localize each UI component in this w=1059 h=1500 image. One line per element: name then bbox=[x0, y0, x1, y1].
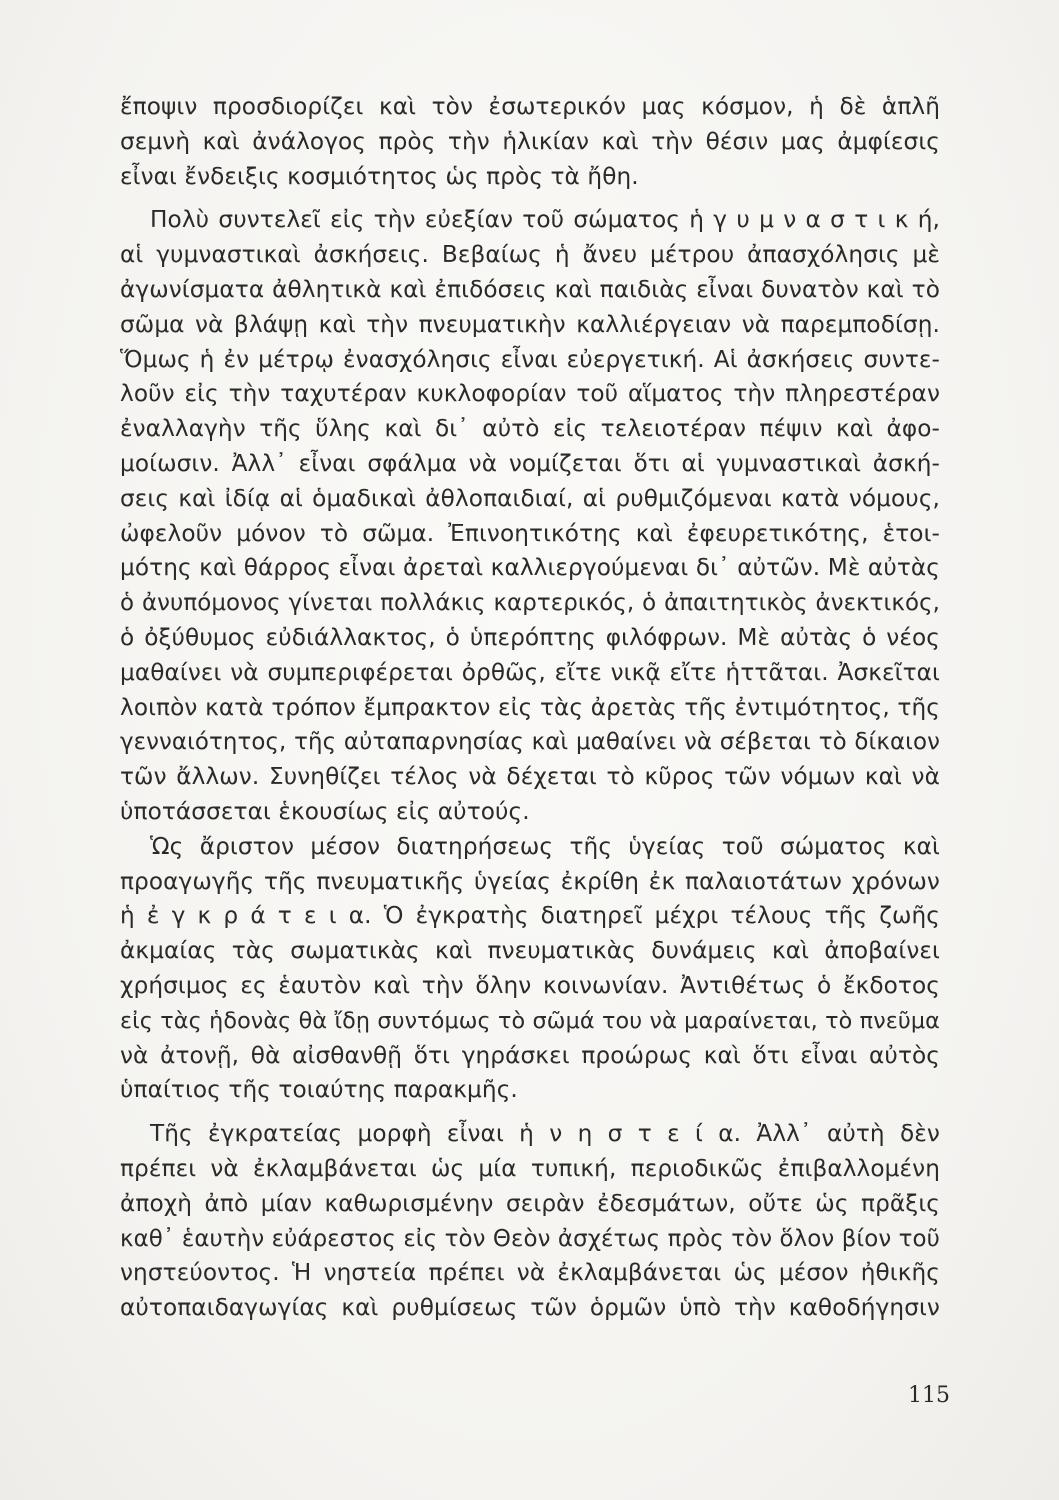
text-line: ἀγωνίσματα ἀθλητικὰ καὶ ἐπιδόσεις καὶ παιδιὰς εἶναι δυνατὸν καὶ τὸ bbox=[120, 275, 940, 303]
text-line: εἰς τὰς ἡδονὰς θὰ ἴδῃ συντόμως τὸ σῶμά του νὰ μαραίνεται, τὸ πνεῦμα bbox=[120, 1007, 940, 1034]
paragraph-start-line: Πολὺ συντελεῖ εἰς τὴν εὐεξίαν τοῦ σώματος ἡ γ υ μ ν α σ τ ι κ ή, bbox=[150, 206, 940, 234]
text-line: εἶναι ἔνδειξις κοσμιότητος ὡς πρὸς τὰ ἤθη. bbox=[120, 162, 639, 190]
text-line: Ὅμως ἡ ἐν μέτρῳ ἐνασχόλησις εἶναι εὐεργετική. Αἱ ἀσκήσεις συντε- bbox=[120, 345, 940, 373]
text-line: ἡ ἐ γ κ ρ ά τ ε ι α. Ὁ ἐγκρατὴς διατηρεῖ μέχρι τέλους τῆς ζωῆς bbox=[120, 902, 940, 930]
text-line: μαθαίνει νὰ συμπεριφέρεται ὀρθῶς, εἴτε νικᾷ εἴτε ἡττᾶται. Ἀσκεῖται bbox=[120, 658, 940, 686]
text-line: ἐναλλαγὴν τῆς ὕλης καὶ δι᾽ αὐτὸ εἰς τελειοτέραν πέψιν καὶ ἀφο- bbox=[120, 415, 940, 443]
text-line: ὁ ὀξύθυμος εὐδιάλλακτος, ὁ ὑπερόπτης φιλόφρων. Μὲ αὐτὰς ὁ νέος bbox=[120, 623, 940, 651]
text-line: σῶμα νὰ βλάψῃ καὶ τὴν πνευματικὴν καλλιέργειαν νὰ παρεμποδίσῃ. bbox=[120, 310, 940, 338]
text-line: πρέπει νὰ ἐκλαμβάνεται ὡς μία τυπική, περιοδικῶς ἐπιβαλλομένη bbox=[120, 1154, 940, 1182]
text-line: νηστεύοντος. Ἡ νηστεία πρέπει νὰ ἐκλαμβάνεται ὡς μέσον ἠθικῆς bbox=[120, 1259, 940, 1287]
text-line: ἀκμαίας τὰς σωματικὰς καὶ πνευματικὰς δυνάμεις καὶ ἀποβαίνει bbox=[120, 937, 940, 965]
paragraph-start-line: Τῆς ἐγκρατείας μορφὴ εἶναι ἡ ν η σ τ ε ί α. Ἀλλ᾽ αὐτὴ δὲν bbox=[150, 1120, 940, 1148]
paragraph-start-line: Ὡς ἄριστον μέσον διατηρήσεως τῆς ὑγείας τοῦ σώματος καὶ bbox=[150, 832, 940, 860]
text-line: ἀποχὴ ἀπὸ μίαν καθωρισμένην σειρὰν ἐδεσμάτων, οὔτε ὡς πρᾶξις bbox=[120, 1189, 940, 1217]
text-line: μότης καὶ θάρρος εἶναι ἀρεταὶ καλλιεργούμεναι δι᾽ αὐτῶν. Μὲ αὐτὰς bbox=[120, 554, 940, 582]
text-line: ἔποψιν προσδιορίζει καὶ τὸν ἐσωτερικόν μας κόσμον, ἡ δὲ ἁπλῆ bbox=[120, 93, 940, 120]
text-line: ὑπαίτιος τῆς τοιαύτης παρακμῆς. bbox=[120, 1076, 518, 1104]
text-line: ὑποτάσσεται ἑκουσίως εἰς αὐτούς. bbox=[120, 797, 530, 825]
text-line: λοιπὸν κατὰ τρόπον ἔμπρακτον εἰς τὰς ἀρετὰς τῆς ἐντιμότητος, τῆς bbox=[120, 693, 940, 721]
page-number: 115 bbox=[908, 1383, 950, 1408]
text-line: σεμνὴ καὶ ἀνάλογος πρὸς τὴν ἡλικίαν καὶ τὴν θέσιν μας ἀμφίεσις bbox=[120, 127, 940, 155]
text-line: σεις καὶ ἰδίᾳ αἱ ὁμαδικαὶ ἀθλοπαιδιαί, αἱ ρυθμιζόμεναι κατὰ νόμους, bbox=[120, 484, 940, 512]
text-line: τῶν ἄλλων. Συνηθίζει τέλος νὰ δέχεται τὸ κῦρος τῶν νόμων καὶ νὰ bbox=[120, 763, 940, 791]
text-line: χρήσιμος ες ἑαυτὸν καὶ τὴν ὅλην κοινωνίαν. Ἀντιθέτως ὁ ἔκδοτος bbox=[120, 971, 940, 999]
text-line: αὐτοπαιδαγωγίας καὶ ρυθμίσεως τῶν ὁρμῶν ὑπὸ τὴν καθοδήγησιν bbox=[120, 1294, 940, 1322]
text-line: ὁ ἀνυπόμονος γίνεται πολλάκις καρτερικός, ὁ ἀπαιτητικὸς ἀνεκτικός, bbox=[120, 590, 940, 617]
text-line: αἱ γυμναστικαὶ ἀσκήσεις. Βεβαίως ἡ ἄνευ μέτρου ἀπασχόλησις μὲ bbox=[120, 241, 940, 269]
text-line: προαγωγῆς τῆς πνευματικῆς ὑγείας ἐκρίθη ἐκ παλαιοτάτων χρόνων bbox=[120, 867, 940, 895]
text-line: ὠφελοῦν μόνον τὸ σῶμα. Ἐπινοητικότης καὶ ἐφευρετικότης, ἑτοι- bbox=[120, 519, 940, 547]
text-line: καθ᾽ ἑαυτὴν εὐάρεστος εἰς τὸν Θεὸν ἀσχέτως πρὸς τὸν ὅλον βίον τοῦ bbox=[120, 1225, 940, 1252]
text-line: μοίωσιν. Ἀλλ᾽ εἶναι σφάλμα νὰ νομίζεται ὅτι αἱ γυμναστικαὶ ἀσκή- bbox=[120, 449, 940, 477]
body-text bbox=[120, 90, 940, 1326]
text-line: λοῦν εἰς τὴν ταχυτέραν κυκλοφορίαν τοῦ αἵματος τὴν πληρεστέραν bbox=[120, 380, 940, 408]
text-line: νὰ ἀτονῇ, θὰ αἰσθανθῇ ὅτι γηράσκει προώρως καὶ ὅτι εἶναι αὐτὸς bbox=[120, 1041, 940, 1069]
text-line: γενναιότητος, τῆς αὐταπαρνησίας καὶ μαθαίνει νὰ σέβεται τὸ δίκαιον bbox=[120, 729, 940, 756]
